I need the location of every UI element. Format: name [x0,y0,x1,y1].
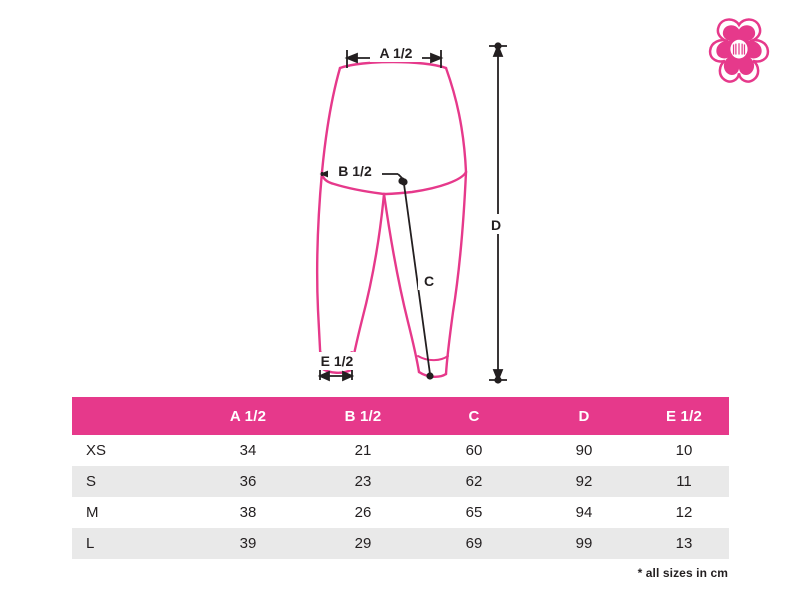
cell-b: 21 [307,435,419,466]
header-d: D [529,397,639,435]
cell-b: 26 [307,497,419,528]
cell-a: 36 [189,466,307,497]
cell-size: M [72,497,189,528]
header-c: C [419,397,529,435]
cell-d: 94 [529,497,639,528]
cell-size: XS [72,435,189,466]
cell-c: 62 [419,466,529,497]
table-row [72,528,729,559]
cell-a: 39 [189,528,307,559]
table-row [72,435,729,466]
header-a: A 1/2 [189,397,307,435]
label-e-half: E 1/2 [320,353,354,369]
cell-a: 34 [189,435,307,466]
size-table-body [72,435,729,559]
cell-e: 10 [639,435,729,466]
label-d: D [490,217,502,233]
size-table-head [72,397,729,435]
cell-e: 11 [639,466,729,497]
cell-b: 23 [307,466,419,497]
table-header-row [72,397,729,435]
cell-c: 60 [419,435,529,466]
cell-b: 29 [307,528,419,559]
units-footnote: * all sizes in cm [637,566,728,580]
size-table [72,397,729,559]
table-row [72,497,729,528]
cell-a: 38 [189,497,307,528]
cell-d: 90 [529,435,639,466]
cell-c: 65 [419,497,529,528]
cell-d: 99 [529,528,639,559]
table-row [72,466,729,497]
cell-size: S [72,466,189,497]
header-e: E 1/2 [639,397,729,435]
label-c: C [423,273,435,289]
cell-e: 13 [639,528,729,559]
cell-size: L [72,528,189,559]
cell-d: 92 [529,466,639,497]
label-a-half: A 1/2 [379,45,413,61]
header-size [72,397,189,435]
cell-c: 69 [419,528,529,559]
size-table-wrap [72,397,729,559]
header-b: B 1/2 [307,397,419,435]
cell-e: 12 [639,497,729,528]
label-b-half: B 1/2 [338,163,372,179]
